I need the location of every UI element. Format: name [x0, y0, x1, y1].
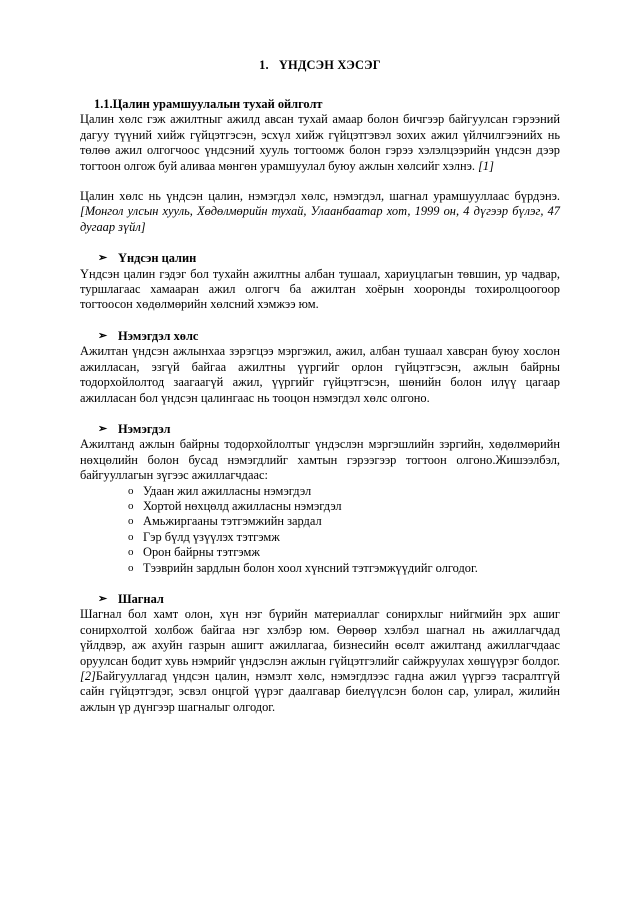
section-paragraph: Ажилтанд ажлын байрны тодорхойлолтыг үндэслэн мэргэшлийн зэргийн, хөдөлмөрийн нөхцөлийн болон бусад нэмэгдлийг хамтын гэрээгээр тогтоон олгоно.Жишээлбэл, байгууллагын зүгээс ажиллагчдаас:: [80, 437, 560, 483]
list-item: [128, 545, 560, 560]
list-item: [128, 499, 560, 514]
section-heading-base-salary: [98, 251, 560, 266]
list-item-text: Амьжиргааны тэтгэмжийн зардал: [143, 514, 322, 529]
circle-bullet-icon: o: [128, 561, 134, 574]
chapter-title-text: ҮНДСЭН ХЭСЭГ: [278, 58, 381, 72]
section-heading-text: Нэмэгдэл хөлс: [118, 328, 199, 343]
citation-1: [1]: [478, 158, 494, 173]
intro-paragraph-2: [80, 189, 560, 235]
subsection-title: 1.1.Цалин урамшуулалын тухай ойлголт: [94, 97, 323, 111]
list-item-text: Удаан жил ажилласны нэмэгдэл: [143, 483, 312, 498]
law-citation: [Монгол улсын хууль, Хөдөлмөрийн тухай, Улаанбаатар хот, 1999 он, 4 дүгээр бүлэг, 47 дугаар зүйл]: [80, 204, 560, 234]
chapter-number: 1.: [259, 58, 269, 72]
circle-bullet-icon: o: [128, 499, 134, 512]
circle-bullet-icon: o: [128, 484, 134, 497]
arrow-bullet-icon: ➢: [98, 592, 108, 605]
circle-bullet-icon: o: [128, 515, 134, 528]
circle-bullet-icon: o: [128, 530, 134, 543]
section-additional-pay: [80, 329, 560, 406]
arrow-bullet-icon: ➢: [98, 329, 108, 342]
intro-paragraph-2-text: Цалин хөлс нь үндсэн цалин, нэмэгдэл хөлс, нэмэгдэл, шагнал урамшууллаас бүрдэнэ.: [80, 189, 560, 204]
section-heading-bonus: [98, 592, 560, 607]
list-item: [128, 514, 560, 529]
section-heading-supplement: [98, 422, 560, 437]
section-heading-text: Нэмэгдэл: [118, 421, 171, 436]
section-heading-additional-pay: [98, 329, 560, 344]
list-item: [128, 484, 560, 499]
section-supplement: [80, 422, 560, 576]
arrow-bullet-icon: ➢: [98, 422, 108, 435]
section-heading-text: Шагнал: [118, 591, 164, 606]
intro-paragraph-1: [80, 112, 560, 174]
section-paragraph: [80, 607, 560, 715]
chapter-title: [80, 58, 560, 73]
bonus-text-1: Шагнал бол хамт олон, хүн нэг бүрийн материаллаг сонирхлыг нийгмийн эрх ашиг сонирхолтой холбож байгаа нэг хэлбэр юм. Өөрөөр хэлбэл шагнал нь ажиллагчдад үйлдвэр, аж ахуйн газрын ашигт ажиллагаа, бизнесийн өсөлт ажилтанд ажиллагчдаас оруулсан бодит хувь нэмрийг үндэслэн ажлын гүйцэтгэлийг сайжруулах хөшүүрэг болдог.: [80, 607, 560, 668]
section-bonus: [80, 592, 560, 715]
list-item: [128, 530, 560, 545]
arrow-bullet-icon: ➢: [98, 252, 108, 265]
bonus-text-2: Байгууллагад үндсэн цалин, нэмэлт хөлс, нэмэгдлээс гадна ажил үүргээ тасралтгүй сайн гүйцэтгэдэг, эсвэл онцгой үүрэг даалгавар биелүүлсэн болон сар, улирал, жилийн ажлын үр дүнгээр шагналыг олгодог.: [80, 669, 560, 714]
supplement-list: [80, 484, 560, 576]
list-item-text: Хортой нөхцөлд ажилласны нэмэгдэл: [143, 498, 342, 513]
list-item-text: Гэр бүлд үзүүлэх тэтгэмж: [143, 529, 280, 544]
section-paragraph: Үндсэн цалин гэдэг бол тухайн ажилтны албан тушаал, хариуцлагын төвшин, ур чадвар, туршлагаас хамааран ажил олгогч ба ажилтан хоёрын хооронды тохиролцоогоор тогтоосон хөдөлмөрийн хөлсний хэмжээ юм.: [80, 266, 560, 312]
section-base-salary: [80, 251, 560, 313]
citation-2: [2]: [80, 669, 96, 683]
section-heading-text: Үндсэн цалин: [118, 251, 197, 266]
document-page: [80, 58, 560, 715]
section-paragraph: Ажилтан үндсэн ажлынхаа зэрэгцээ мэргэжил, ажил, албан тушаал хавсран буюу хослон ажилласан, эзгүй байгаа ажилтны үүргийг орлон гүйцэтгэсэн, ажлын байрны тодорхойлолтод заагаагүй ажил, үүргийг гүйцэтгэсэн, шөнийн болон илүү цагаар ажилласан бол үндсэн цалингаас нь тооцон нэмэгдэл хөлс олгоно.: [80, 344, 560, 405]
circle-bullet-icon: o: [128, 546, 134, 559]
intro-paragraph-1-text: Цалин хөлс гэж ажилтныг ажилд авсан тухай амаар болон бичгээр байгуулсан гэрээний дагуу түүний хийж гүйцэтгэсэн, эсхүл хийж гүйцэтгэвэл зохих ажил үйлчилгээнийх нь төлөө ажил олгогчоос үндсэний хууль тогтоомж болон гэрээ хэлэлцээрийн үндсэн дээр тогтоон олгож буй аливаа мөнгөн урамшуулал буюу ажлын хөлсийг хэлнэ.: [80, 112, 560, 173]
list-item: [128, 561, 560, 576]
list-item-text: Орон байрны тэтгэмж: [143, 545, 260, 560]
list-item-text: Тээврийн зардлын болон хоол хүнсний тэтгэмжүүдийг олгодог.: [143, 560, 478, 575]
